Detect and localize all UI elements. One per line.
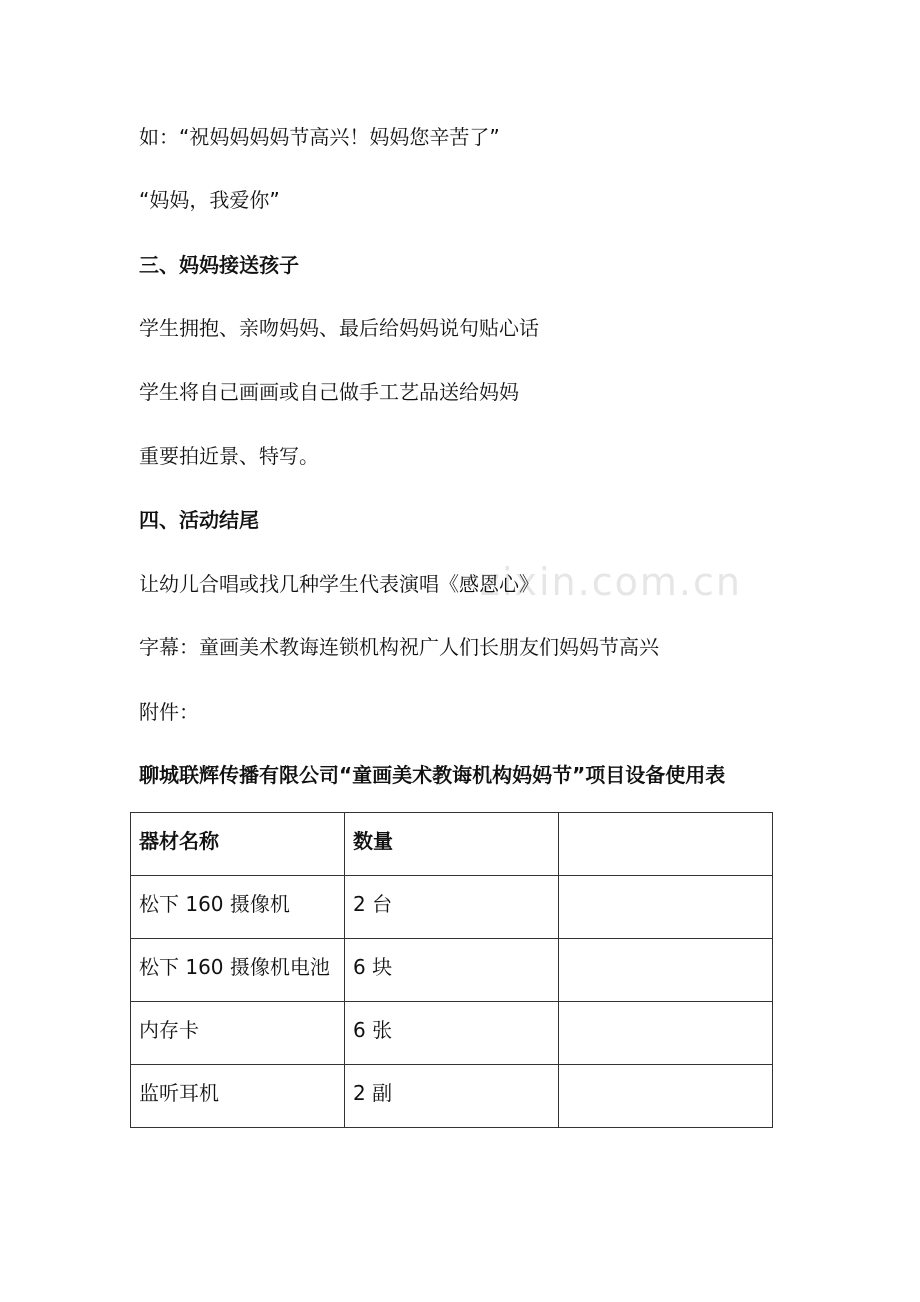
- text-line-subtitle: 字幕：童画美术教诲连锁机构祝广人们长朋友们妈妈节高兴: [139, 635, 659, 659]
- cell-blank: [559, 1065, 773, 1128]
- cell-equipment-name: 监听耳机: [131, 1065, 345, 1128]
- text-line-love-you: “妈妈，我爱你”: [139, 188, 280, 212]
- section-heading-4: 四、活动结尾: [139, 508, 259, 532]
- cell-equipment-name: 松下 160 摄像机: [131, 876, 345, 939]
- cell-blank: [559, 876, 773, 939]
- equipment-table: [130, 812, 773, 1128]
- text-line-attachment: 附件：: [139, 700, 199, 724]
- table-header-row: [131, 813, 773, 876]
- section-heading-3: 三、妈妈接送孩子: [139, 253, 299, 277]
- watermark: zixin.com.cn: [480, 560, 742, 604]
- cell-quantity: 6 张: [345, 1002, 559, 1065]
- table-title: 聊城联辉传播有限公司“童画美术教诲机构妈妈节”项目设备使用表: [139, 763, 726, 787]
- header-cell-blank: [559, 813, 773, 876]
- cell-quantity: 2 台: [345, 876, 559, 939]
- cell-quantity: 2 副: [345, 1065, 559, 1128]
- header-cell-equipment-name: 器材名称: [131, 813, 345, 876]
- table-row: [131, 876, 773, 939]
- text-line-gift-handicraft: 学生将自己画画或自己做手工艺品送给妈妈: [139, 380, 519, 404]
- cell-equipment-name: 松下 160 摄像机电池: [131, 939, 345, 1002]
- text-line-closeup-shots: 重要拍近景、特写。: [139, 444, 319, 468]
- cell-quantity: 6 块: [345, 939, 559, 1002]
- text-line-chorus: 让幼儿合唱或找几种学生代表演唱《感恩心》: [139, 572, 539, 596]
- text-line-example-greeting: 如：“祝妈妈妈妈节高兴！妈妈您辛苦了”: [139, 125, 500, 149]
- table-row: [131, 1065, 773, 1128]
- table-row: [131, 1002, 773, 1065]
- cell-equipment-name: 内存卡: [131, 1002, 345, 1065]
- text-line-hug-mother: 学生拥抱、亲吻妈妈、最后给妈妈说句贴心话: [139, 316, 539, 340]
- header-cell-quantity: 数量: [345, 813, 559, 876]
- cell-blank: [559, 939, 773, 1002]
- table-row: [131, 939, 773, 1002]
- cell-blank: [559, 1002, 773, 1065]
